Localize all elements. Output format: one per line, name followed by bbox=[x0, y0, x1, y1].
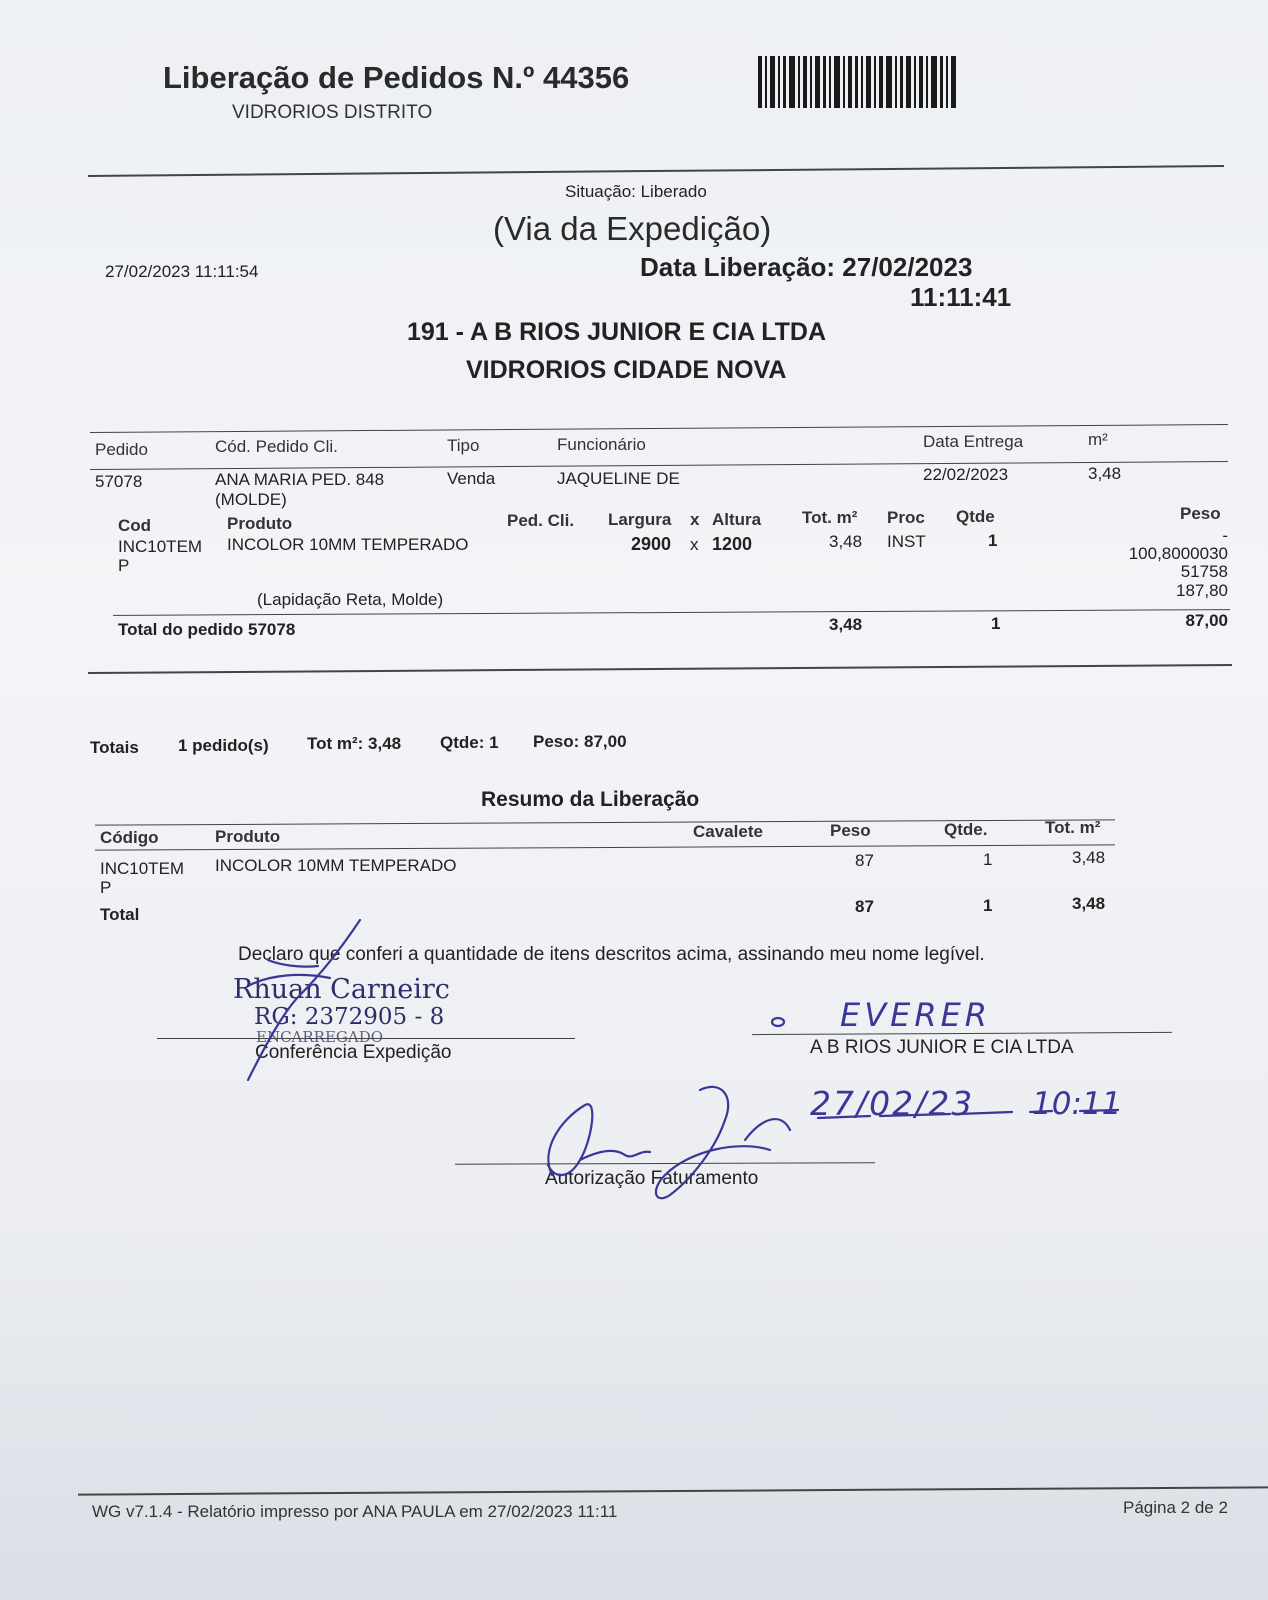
resumo-total-qtde: 1 bbox=[983, 896, 993, 915]
item-col-x: x bbox=[690, 510, 700, 529]
cliente-label: A B RIOS JUNIOR E CIA LTDA bbox=[810, 1037, 1074, 1058]
cod-pedido-cli-line2: (MOLDE) bbox=[215, 490, 287, 509]
cliente-name: 191 - A B RIOS JUNIOR E CIA LTDA bbox=[407, 318, 827, 346]
item-produto: INCOLOR 10MM TEMPERADO bbox=[227, 535, 469, 554]
cliente-handwritten-signature: EVERER bbox=[840, 996, 992, 1034]
col-cod-pedido-cli: Cód. Pedido Cli. bbox=[215, 437, 338, 456]
m2-value: 3,48 bbox=[1088, 464, 1122, 483]
col-tipo: Tipo bbox=[447, 436, 480, 455]
resumo-codigo-line2: P bbox=[100, 878, 112, 897]
item-obs: (Lapidação Reta, Molde) bbox=[257, 590, 444, 609]
item-peso-line3: 51758 bbox=[1180, 562, 1228, 581]
pedido-number: 57078 bbox=[95, 472, 143, 491]
printed-timestamp: 27/02/2023 11:11:54 bbox=[105, 262, 259, 281]
order-total-peso: 87,00 bbox=[1185, 611, 1228, 630]
situacao-label: Situação: Liberado bbox=[565, 182, 707, 201]
company-name: VIDRORIOS DISTRITO bbox=[232, 102, 433, 123]
resumo-title: Resumo da Liberação bbox=[481, 788, 700, 811]
resumo-total-label: Total bbox=[100, 905, 140, 924]
totais-qtde: Qtde: 1 bbox=[440, 733, 499, 752]
resumo-total-peso: 87 bbox=[855, 897, 874, 916]
item-col-largura: Largura bbox=[608, 510, 672, 529]
via-label: (Via da Expedição) bbox=[493, 210, 772, 247]
resumo-col-codigo: Código bbox=[100, 828, 159, 847]
totais-label: Totais bbox=[90, 738, 139, 757]
item-col-altura: Altura bbox=[712, 510, 762, 529]
resumo-tot-m2: 3,48 bbox=[1072, 848, 1106, 867]
item-qtde: 1 bbox=[988, 531, 998, 550]
data-liberacao-time: 11:11:41 bbox=[910, 282, 1012, 312]
declaration-text: Declaro que conferi a quantidade de itens descritos acima, assinando meu nome legível. bbox=[238, 944, 985, 965]
resumo-produto: INCOLOR 10MM TEMPERADO bbox=[215, 856, 457, 875]
handwritten-date: 27/02/23 bbox=[810, 1084, 975, 1123]
col-pedido: Pedido bbox=[95, 440, 148, 459]
item-col-cod: Cod bbox=[118, 516, 152, 535]
stamp-name: Rhuan Carneirc bbox=[233, 974, 450, 1005]
item-col-ped-cli: Ped. Cli. bbox=[507, 511, 575, 530]
document-title: Liberação de Pedidos N.º 44356 bbox=[163, 60, 630, 95]
item-proc: INST bbox=[887, 532, 926, 551]
resumo-col-cavalete: Cavalete bbox=[693, 822, 763, 841]
item-col-qtde: Qtde bbox=[956, 507, 995, 526]
item-cod-line2: P bbox=[118, 556, 130, 575]
item-col-produto: Produto bbox=[227, 514, 293, 533]
col-m2: m² bbox=[1088, 430, 1108, 449]
resumo-col-tot-m2: Tot. m² bbox=[1045, 818, 1101, 837]
data-entrega-value: 22/02/2023 bbox=[923, 465, 1009, 484]
conferencia-label: Conferência Expedição bbox=[255, 1042, 452, 1063]
totais-peso: Peso: 87,00 bbox=[533, 732, 627, 751]
order-total-m2: 3,48 bbox=[829, 615, 863, 634]
stamp-role: ENCARREGADO bbox=[256, 1028, 384, 1046]
totais-tot-m2: Tot m²: 3,48 bbox=[307, 734, 402, 753]
col-data-entrega: Data Entrega bbox=[923, 432, 1024, 451]
item-col-tot-m2: Tot. m² bbox=[802, 508, 858, 527]
cod-pedido-cli-line1: ANA MARIA PED. 848 bbox=[215, 470, 385, 489]
item-peso-line4: 187,80 bbox=[1176, 581, 1228, 600]
handwritten-time: 10:11 bbox=[1032, 1086, 1122, 1122]
item-altura: 1200 bbox=[712, 534, 753, 554]
resumo-col-peso: Peso bbox=[830, 821, 871, 840]
footer-report-info: WG v7.1.4 - Relatório impresso por ANA PAULA em 27/02/2023 11:11 bbox=[92, 1502, 618, 1521]
resumo-col-qtde: Qtde. bbox=[944, 820, 988, 839]
tipo-value: Venda bbox=[447, 469, 496, 488]
resumo-col-produto: Produto bbox=[215, 827, 281, 846]
item-cod-line1: INC10TEM bbox=[118, 537, 203, 556]
item-tot-m2: 3,48 bbox=[829, 532, 863, 551]
resumo-peso: 87 bbox=[855, 851, 874, 870]
footer-page-number: Página 2 de 2 bbox=[1123, 1498, 1228, 1517]
order-total-label: Total do pedido 57078 bbox=[118, 620, 296, 639]
stamp-rg: RG: 2372905 - 8 bbox=[254, 1004, 445, 1030]
item-col-proc: Proc bbox=[887, 508, 925, 527]
order-total-qtde: 1 bbox=[991, 614, 1001, 633]
data-liberacao: Data Liberação: 27/02/2023 bbox=[640, 252, 973, 282]
item-x: x bbox=[690, 535, 699, 554]
col-funcionario: Funcionário bbox=[557, 435, 646, 454]
autorizacao-label: Autorização Faturamento bbox=[545, 1168, 759, 1189]
funcionario-value: JAQUELINE DE bbox=[557, 469, 680, 488]
resumo-codigo-line1: INC10TEM bbox=[100, 859, 185, 878]
loja-name: VIDRORIOS CIDADE NOVA bbox=[466, 356, 787, 384]
totais-pedidos: 1 pedido(s) bbox=[178, 736, 269, 755]
item-col-peso: Peso bbox=[1180, 504, 1221, 523]
resumo-qtde: 1 bbox=[983, 850, 993, 869]
item-largura: 2900 bbox=[631, 534, 672, 554]
resumo-total-tot-m2: 3,48 bbox=[1072, 894, 1106, 913]
item-peso-line2: 100,8000030 bbox=[1128, 544, 1228, 563]
item-peso-line1: - bbox=[1222, 526, 1228, 545]
